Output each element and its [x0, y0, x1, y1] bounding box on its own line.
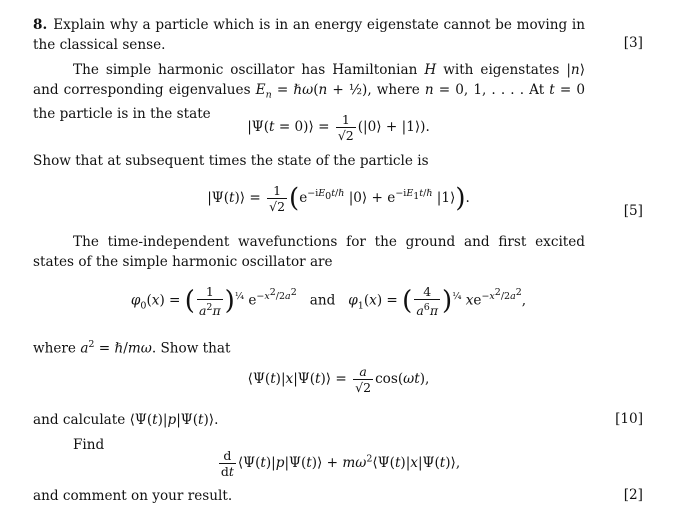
calc-text: and calculate ⟨Ψ(t)|p|Ψ(t)⟩.	[33, 412, 219, 428]
time-marks: [5]	[623, 203, 643, 219]
intro-marks: [3]	[623, 35, 643, 51]
equation-initial-state: |Ψ(t = 0)⟩ = $\frac{1}{√2}$ (|0⟩ + |1⟩).	[247, 112, 430, 143]
where-text: where $a^2$ = ℏ/mω. Show that	[33, 339, 231, 357]
equation-time-state: |Ψ(t)⟩ = $\frac{1}{√2}$ ($e^{-iE_0t/\hbar}$ |0⟩ + $e^{-iE_1t/\hbar}$ |1⟩).	[207, 183, 470, 214]
intro-paragraph	[33, 16, 585, 55]
comment-marks: [2]	[623, 487, 643, 503]
calc-marks: [10]	[615, 411, 643, 427]
equation-find: $\frac{d}{dt}$ ⟨Ψ(t)|p|Ψ(t)⟩ + $m\omega^2⟨\Psi(t)|x|\Psi(t)⟩$,	[220, 448, 461, 479]
intro-text: Explain why a particle which is in an energy eigenstate cannot be moving in the classical sense.	[33, 17, 585, 53]
equation-wavefunctions: $\varphi_0(x)$ = ( $\frac{1}{a^2\pi}$ )$^{\frac{1}{4}}$ $e^{-x^2/2a^2}$ and $\varphi_1(x)$ = ( $\frac{4}{a^6\pi}$ )$^{\frac{1}{4}}$ $xe^{-x^2/2a^2}$,	[130, 284, 527, 319]
comment-text: and comment on your result.	[33, 488, 233, 504]
show-text: Show that at subsequent times the state of the particle is	[33, 153, 429, 169]
sho-paragraph: The simple harmonic oscillator has Hamiltonian H with eigenstates |n⟩ and corresponding eigenvalues $E_n$ = ℏω(n + ½), where n = 0, 1, . . . . At t = 0 the particle is in the state	[33, 62, 586, 122]
find-text: Find	[73, 437, 105, 453]
question-number: 8.	[33, 17, 48, 33]
wavefunction-paragraph: The time-independent wavefunctions for the ground and first excited states of the simple harmonic oscillator are	[33, 234, 585, 270]
equation-expectation-x: ⟨Ψ(t)|x|Ψ(t)⟩ = $\frac{a}{√2}$ cos(ωt),	[247, 364, 430, 395]
